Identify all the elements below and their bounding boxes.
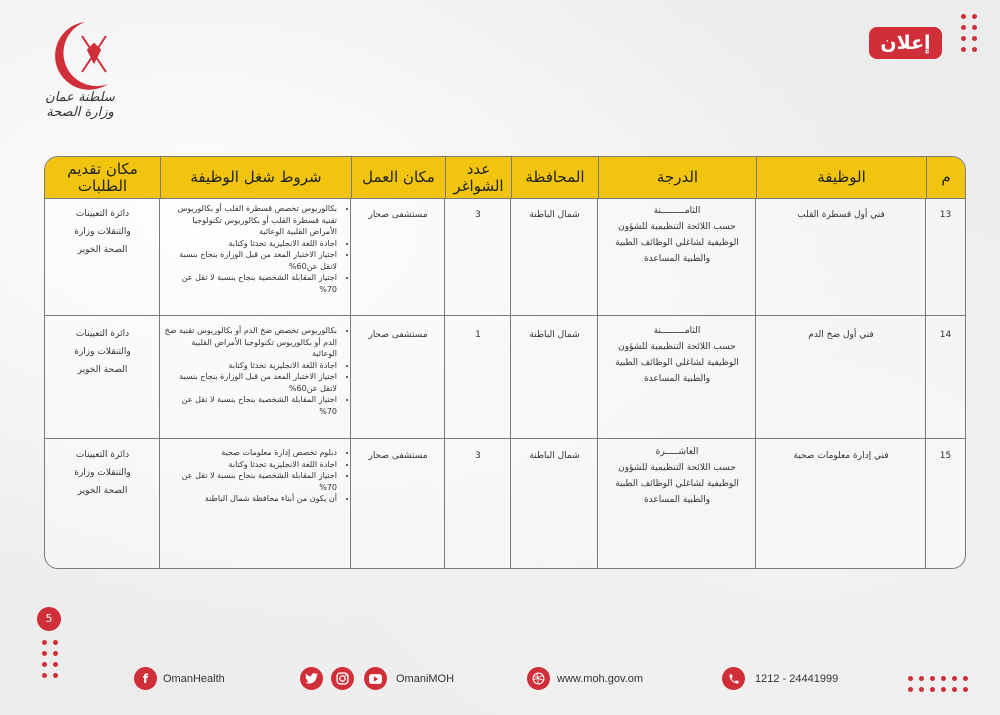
governorate: شمال الباطنة	[529, 330, 580, 340]
ministry-name-line1: سلطنة عمان	[45, 90, 115, 105]
workplace: مستشفى صحار	[368, 330, 428, 340]
col-divider	[510, 198, 511, 568]
condition-item: • بكالوريوس تخصص ضخ الدم أو بكالوريوس تقنية ضخ الدم أو بكالوريوس تكنولوجيا الأمراض القلبية الوعائية	[164, 325, 337, 360]
vacancies: 3	[475, 210, 481, 220]
condition-item: • اجتياز المقابلة الشخصية بنجاح بنسبة لا تقل عن 70%	[164, 470, 337, 493]
facebook-handle[interactable]: OmanHealth	[163, 673, 225, 685]
apply-location: دائرة التعيينات والتنقلات وزارة الصحة الخوير	[74, 209, 131, 255]
header-grade: الدرجة	[598, 157, 756, 198]
grade-description: حسب اللائحة التنظيمية للشؤون الوظيفية لشاغلي الوظائف الطبية والطبية المساعدة	[615, 342, 739, 384]
decorative-dots-bottom-right	[908, 676, 968, 692]
ministry-name-line2: وزارة الصحة	[46, 105, 114, 120]
row-number: 14	[939, 330, 952, 340]
vacancies: 3	[475, 451, 481, 461]
header-governorate: المحافظة	[511, 157, 598, 198]
header-vacancies: عدد الشواغر	[445, 157, 511, 198]
globe-icon[interactable]	[527, 667, 550, 690]
phone-icon[interactable]	[722, 667, 745, 690]
condition-item: • بكالوريوس تخصص قسطرة القلب أو بكالوريوس تقنية قسطرة القلب أو بكالوريوس تكنولوجيا الأمراض القلبية الوعائية	[164, 203, 337, 238]
conditions-list	[160, 203, 351, 295]
grade-description: حسب اللائحة التنظيمية للشؤون الوظيفية لشاغلي الوظائف الطبية والطبية المساعدة	[615, 463, 739, 505]
row-number: 13	[939, 210, 952, 220]
condition-item: • اجتياز الاختبار المعد من قبل الوزارة بنجاح بنسبة لاتقل عن60%	[164, 249, 337, 272]
facebook-icon[interactable]: f	[134, 667, 157, 690]
header-num: م	[926, 157, 965, 198]
condition-item: • اجادة اللغة الانجليزية تحدثا وكتابة	[164, 238, 337, 250]
ministry-name	[32, 90, 128, 120]
header-conditions: شروط شغل الوظيفة	[160, 157, 351, 198]
col-divider	[444, 198, 445, 568]
announcement-badge: إعلان	[869, 27, 942, 59]
condition-item: • اجتياز المقابلة الشخصية بنجاح بنسبة لا تقل عن 70%	[164, 272, 337, 295]
condition-item: • أن يكون من أبناء محافظة شمال الباطنة	[164, 493, 337, 505]
jobs-table	[44, 156, 966, 569]
header-divider	[45, 198, 965, 199]
governorate: شمال الباطنة	[529, 210, 580, 220]
apply-location: دائرة التعيينات والتنقلات وزارة الصحة الخوير	[74, 329, 131, 375]
page-number: 5	[37, 607, 61, 631]
row-number: 15	[939, 451, 952, 461]
governorate: شمال الباطنة	[529, 451, 580, 461]
job-title: فني أول قسطرة القلب	[797, 210, 885, 220]
condition-item: • اجتياز المقابلة الشخصية بنجاح بنسبة لا تقل عن 70%	[164, 394, 337, 417]
instagram-icon[interactable]	[331, 667, 354, 690]
condition-item: • دبلوم تخصص إدارة معلومات صحية	[164, 447, 337, 459]
conditions-list	[160, 447, 351, 505]
decorative-dots-top	[961, 14, 977, 52]
grade	[598, 323, 756, 387]
social-handle[interactable]: OmaniMOH	[396, 673, 455, 685]
decorative-dots-bottom-left	[42, 640, 58, 678]
vacancies: 1	[475, 330, 481, 340]
grade-title: الثامـــــــــنة	[653, 206, 701, 216]
col-divider	[925, 198, 926, 568]
twitter-icon[interactable]	[300, 667, 323, 690]
apply-location: دائرة التعيينات والتنقلات وزارة الصحة الخوير	[74, 450, 131, 496]
grade-title: الثامـــــــــنة	[653, 326, 701, 336]
grade	[598, 444, 756, 508]
conditions-list	[160, 325, 351, 417]
grade-title: العاشـــــرة	[655, 447, 699, 457]
website-link[interactable]: www.moh.gov.om	[557, 673, 643, 685]
grade	[598, 203, 756, 267]
job-title: فني إدارة معلومات صحية	[793, 451, 889, 461]
row-divider	[45, 315, 965, 316]
phone-number: 1212 - 24441999	[755, 673, 839, 685]
header-job: الوظيفة	[756, 157, 926, 198]
condition-item: • اجادة اللغة الانجليزية تحدثا وكتابة	[164, 360, 337, 372]
workplace: مستشفى صحار	[368, 451, 428, 461]
workplace: مستشفى صحار	[368, 210, 428, 220]
condition-item: • اجتياز الاختبار المعد من قبل الوزارة بنجاح بنسبة لاتقل عن60%	[164, 371, 337, 394]
header-apply-at: مكان تقديم الطلبات	[45, 157, 160, 198]
row-divider	[45, 438, 965, 439]
grade-description: حسب اللائحة التنظيمية للشؤون الوظيفية لشاغلي الوظائف الطبية والطبية المساعدة	[615, 222, 739, 264]
job-title: فني أول ضخ الدم	[808, 330, 874, 340]
header-workplace: مكان العمل	[351, 157, 445, 198]
youtube-icon[interactable]	[364, 667, 387, 690]
condition-item: • اجادة اللغة الانجليزية تحدثا وكتابة	[164, 459, 337, 471]
